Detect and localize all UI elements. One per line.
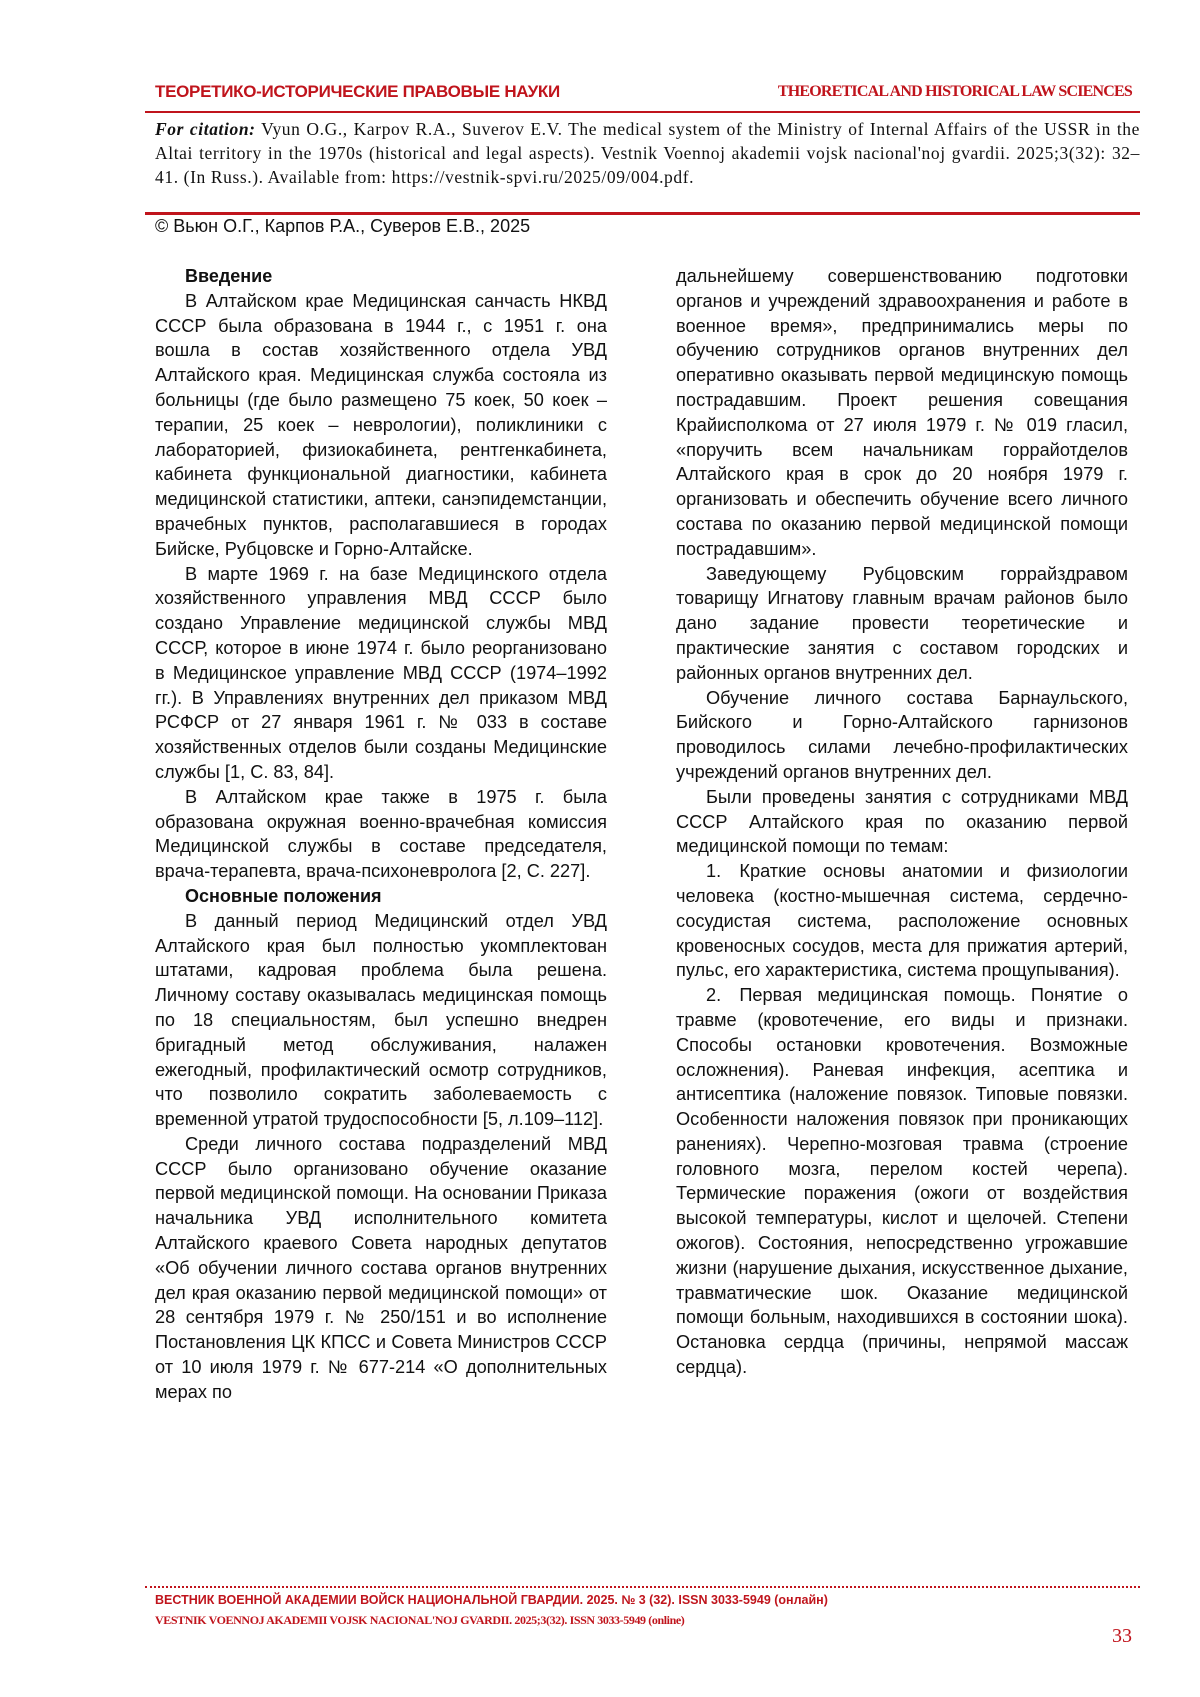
paragraph: дальнейшему совершенствованию подготовки органов и учреждений здравоохранения и работе в военное время», предпринимались меры по обучению сотрудников органов внутренних дел оперативно оказывать первой медицинскую помощь пострадавшим. Проект решения совещания Крайисполкома от 27 июля 1979 г. № 019 гласил, «поручить всем начальникам горрайотделов Алтайского края в срок до 20 ноября 1979 г. организовать и обеспечить обучение всего личного состава по оказанию первой медицинской помощи пострадавшим». [676, 266, 1128, 559]
paragraph: В Алтайском крае также в 1975 г. была образована окружная военно-врачебная комиссия Медицинской службы в составе председателя, врача-терапевта, врача-психоневролога [2, С. 227]. [155, 786, 607, 882]
paragraph: В данный период Медицинский отдел УВД Алтайского края был полностью укомплектован штатами, кадровая проблема была решена. Личному составу оказывалась медицинская помощь по 18 специальностям, был успешно внедрен бригадный метод обслуживания, налажен ежегодный, профилактический осмотр сотрудников, что позволило сократить заболеваемость с временной утратой трудоспособности [5, л.109–112]. [155, 910, 607, 1130]
paragraph: Заведующему Рубцовским горрайздравом товарищу Игнатову главным врачам районов было дано задание провести теоретические и практические занятия с составом городских и районных органов внутренних дел. [676, 563, 1128, 683]
list-item: 2. Первая медицинская помощь. Понятие о травме (кровотечение, его виды и признаки. Способы остановки кровотечения. Возможные осложнения). Раневая инфекция, асептика и антисептика (наложение повязок. Типовые повязки. Особенности наложения повязок при проникающих ранениях). Черепно-мозговая травма (строение головного мозга, перелом костей черепа). Термические поражения (ожоги от воздействия высокой температуры, кислот и щелочей. Степени ожогов). Состояния, непосредственно угрожавшие жизни (нарушение дыхания, искусственное дыхание, травматические шок. Оказание медицинской помощи больным, находившихся в состоянии шока). Остановка сердца (причины, непрямой массаж сердца). [676, 985, 1128, 1378]
section-heading-main: Основные положения [185, 885, 382, 906]
running-header-en: THEORETICAL AND HISTORICAL LAW SCIENCES [777, 83, 1132, 100]
footer-divider [145, 1586, 1140, 1588]
section-heading-intro: Введение [185, 266, 273, 286]
footer-journal-ru: ВЕСТНИК ВОЕННОЙ АКАДЕМИИ ВОЙСК НАЦИОНАЛЬНОЙ ГВАРДИИ. 2025. № 3 (32). ISSN 3033-5949 (онлайн) [155, 1593, 828, 1607]
paragraph: В марте 1969 г. на базе Медицинского отдела хозяйственного управления МВД СССР было создано Управление медицинской службы МВД СССР, которое в июне 1974 г. было реорганизовано в Медицинское управление МВД СССР (1974–1992 гг.). В Управлениях внутренних дел приказом МВД РСФСР от 27 января 1961 г. № 033 в составе хозяйственных отделов были созданы Медицинские службы [1, С. 83, 84]. [155, 563, 607, 782]
copyright: © Вьюн О.Г., Карпов Р.А., Суверов Е.В., 2025 [155, 216, 531, 236]
paragraph: Среди личного состава подразделений МВД СССР было организовано обучение оказание первой медицинской помощи. На основании Приказа начальника УВД исполнительного комитета Алтайского краевого Совета народных депутатов «Об обучении личного состава органов внутренних дел края оказанию первой медицинской помощи» от 28 сентября 1979 г. № 250/151 и во исполнение Постановления ЦК КПСС и Совета Министров СССР от 10 июля 1979 г. № 677-214 «О дополнительных мерах по [155, 1133, 607, 1402]
footer-journal-en: VESTNIK VOENNOJ AKADEMII VOJSK NACIONAL'NOJ GVARDII. 2025;3(32). ISSN 3033-5949 (online) [155, 1613, 685, 1627]
citation-label: For citation: [155, 119, 256, 139]
right-column [676, 264, 1128, 1380]
citation-block [155, 117, 1140, 189]
left-column [155, 264, 607, 1405]
running-header-ru: ТЕОРЕТИКО-ИСТОРИЧЕСКИЕ ПРАВОВЫЕ НАУКИ [155, 82, 560, 101]
citation-text: Vyun O.G., Karpov R.A., Suverov E.V. The medical system of the Ministry of Internal Affairs of the USSR in the Altai territory in the 1970s (historical and legal aspects). Vestnik Voennoj akademii vojsk nacional'noj gvardii. 2025;3(32): 32–41. (In Russ.). Available from: https://vestnik-spvi.ru/2025/09/004.pdf. [155, 119, 1141, 187]
paragraph: Обучение личного состава Барнаульского, Бийского и Горно-Алтайского гарнизонов проводилось силами лечебно-профилактических учреждений органов внутренних дел. [676, 687, 1128, 782]
page-number: 33 [1112, 1625, 1132, 1647]
citation-divider [145, 212, 1140, 215]
paragraph: В Алтайском крае Медицинская санчасть НКВД СССР была образована в 1944 г., с 1951 г. она вошла в состав хозяйственного отдела УВД Алтайского края. Медицинская служба состояла из больницы (где было размещено 75 коек, 50 коек – терапии, 25 коек – неврологии), поликлиники с лабораторией, физиокабинета, рентгенкабинета, кабинета функциональной диагностики, кабинета медицинской статистики, аптеки, санэпидемстанции, врачебных пунктов, располагавшиеся в городах Бийске, Рубцовске и Горно-Алтайске. [155, 290, 607, 559]
header-divider [145, 111, 1140, 113]
list-item: 1. Краткие основы анатомии и физиологии человека (костно-мышечная система, сердечно-сосудистая система, расположение основных кровеносных сосудов, места для прижатия артерий, пульс, его характеристика, система прощупывания). [676, 861, 1128, 981]
paragraph: Были проведены занятия с сотрудниками МВД СССР Алтайского края по оказанию первой медицинской помощи по темам: [676, 786, 1128, 857]
